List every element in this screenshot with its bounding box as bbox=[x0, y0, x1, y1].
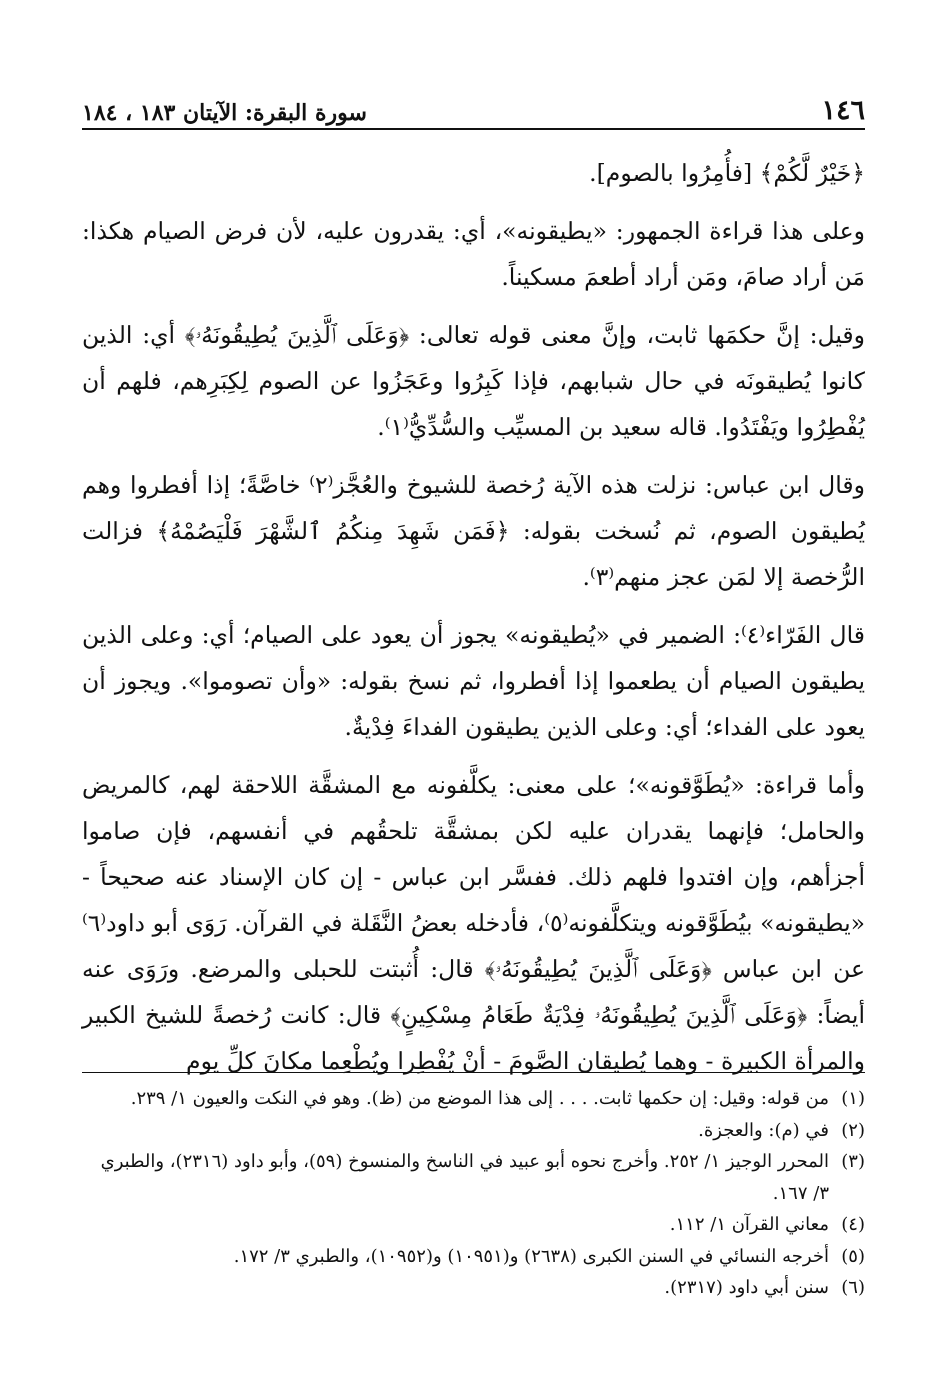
paragraph: ﴿خَيْرٌ لَّكُمْ﴾ [فأُمِرُوا بالصوم]. bbox=[589, 159, 865, 187]
footnote-text: أخرجه النسائي في السنن الكبرى (٢٦٣٨) و(١٠٩٥١) و(١٠٩٥٢)، والطبري ٣/ ١٧٢. bbox=[233, 1245, 829, 1267]
main-text bbox=[82, 150, 865, 1096]
footnotes bbox=[82, 1083, 865, 1304]
footnote bbox=[82, 1083, 865, 1115]
paragraph: وقال ابن عباس: نزلت هذه الآية رُخصة للشيوخ والعُجَّز⁽٢⁾ خاصَّةً؛ إذا أفطروا وهم يُطيقون الصوم، ثم نُسخت بقوله: ﴿فَمَن شَهِدَ مِنكُمُ ٱلشَّهْرَ فَلْيَصُمْهُ﴾ فزالت الرُّخصة إلا لمَن عجز منهم⁽٣⁾. bbox=[82, 471, 865, 591]
footnote bbox=[82, 1241, 865, 1273]
footnote-number: (٦) bbox=[841, 1277, 865, 1298]
running-title: سورة البقرة: الآيتان ١٨٣ ، ١٨٤ bbox=[82, 100, 367, 126]
paragraph: وقيل: إنَّ حكمَها ثابت، وإنَّ معنى قوله تعالى: ﴿وَعَلَى ٱلَّذِينَ يُطِيقُونَهُۥ﴾ أي: الذين كانوا يُطيقونَه في حال شبابهم، فإذا كَبِرُوا وعَجَزُوا عن الصوم لِكِبَرِهم، فلهم أن يُفْطِرُوا ويَفْتَدُوا. قاله سعيد بن المسيِّب والسُّدِّيُّ⁽١⁾. bbox=[82, 321, 865, 441]
footnote-number: (٢) bbox=[841, 1119, 865, 1141]
paragraph: وأما قراءة: «يُطَوَّقونه»؛ على معنى: يكلَّفونه مع المشقَّة اللاحقة لهم، كالمريض والحامل؛ فإنهما يقدران عليه لكن بمشقَّة تلحقُهم في أنفسهم، فإن صاموا أجزأهم، وإن افتدوا فلهم ذلك. ففسَّر ابن عباس - إن كان الإسناد عنه صحيحاً - «يطيقونه» بيُطَوَّقونه ويتكلَّفونه⁽٥⁾، فأدخله بعضُ النَّقَلة في القرآن. رَوَى أبو داود⁽٦⁾ عن ابن عباس ﴿وَعَلَى ٱلَّذِينَ يُطِيقُونَهُۥ﴾ قال: أُثبتت للحبلى والمرضع. ورَوَى عنه أيضاً: ﴿وَعَلَى ٱلَّذِينَ يُطِيقُونَهُۥ فِدْيَةٌ طَعَامُ مِسْكِينٍ﴾ قال: كانت رُخصةً للشيخ الكبير والمرأة الكبيرة - وهما يُطيقان الصَّومَ - أنْ يُفْطِرا ويُطْعِما مكانَ كلِّ يوم bbox=[82, 771, 865, 1075]
page-header bbox=[82, 84, 865, 130]
footnote-text: سنن أبي داود (٢٣١٧). bbox=[664, 1277, 829, 1298]
footnote-text: المحرر الوجيز ١/ ٢٥٢. وأخرج نحوه أبو عبيد في الناسخ والمنسوخ (٥٩)، وأبو داود (٢٣١٦)، والطبري ٣/ ١٦٧. bbox=[100, 1151, 829, 1204]
footnote-text: من قوله: وقيل: إن حكمها ثابت. . . . إلى هذا الموضع من (ظ). وهو في النكت والعيون ١/ ٢٣٩. bbox=[130, 1088, 829, 1109]
footnote-number: (٣) bbox=[841, 1151, 865, 1172]
footnote bbox=[82, 1115, 865, 1147]
paragraph: وعلى هذا قراءة الجمهور: «يطيقونه»، أي: يقدرون عليه، لأن فرض الصيام هكذا: مَن أراد صامَ، ومَن أراد أطعمَ مسكيناً. bbox=[82, 217, 865, 291]
footnote-number: (٥) bbox=[841, 1245, 865, 1267]
footnote-text: معاني القرآن ١/ ١١٢. bbox=[669, 1214, 829, 1235]
footnote-divider bbox=[82, 1072, 865, 1073]
footnote bbox=[82, 1209, 865, 1241]
footnote bbox=[82, 1146, 865, 1209]
paragraph: قال الفَرّاء⁽٤⁾: الضمير في «يُطيقونه» يجوز أن يعود على الصيام؛ أي: وعلى الذين يطيقون الصيام أن يطعموا إذا أفطروا، ثم نسخ بقوله: «وأن تصوموا». ويجوز أن يعود على الفداء؛ أي: وعلى الذين يطيقون الفداءَ فِدْيةٌ. bbox=[82, 621, 865, 741]
page-number: ١٤٦ bbox=[821, 95, 865, 126]
footnote-number: (١) bbox=[841, 1088, 865, 1109]
footnote bbox=[82, 1272, 865, 1304]
footnote-number: (٤) bbox=[841, 1214, 865, 1235]
footnote-text: في (م): والعجزة. bbox=[698, 1119, 829, 1141]
